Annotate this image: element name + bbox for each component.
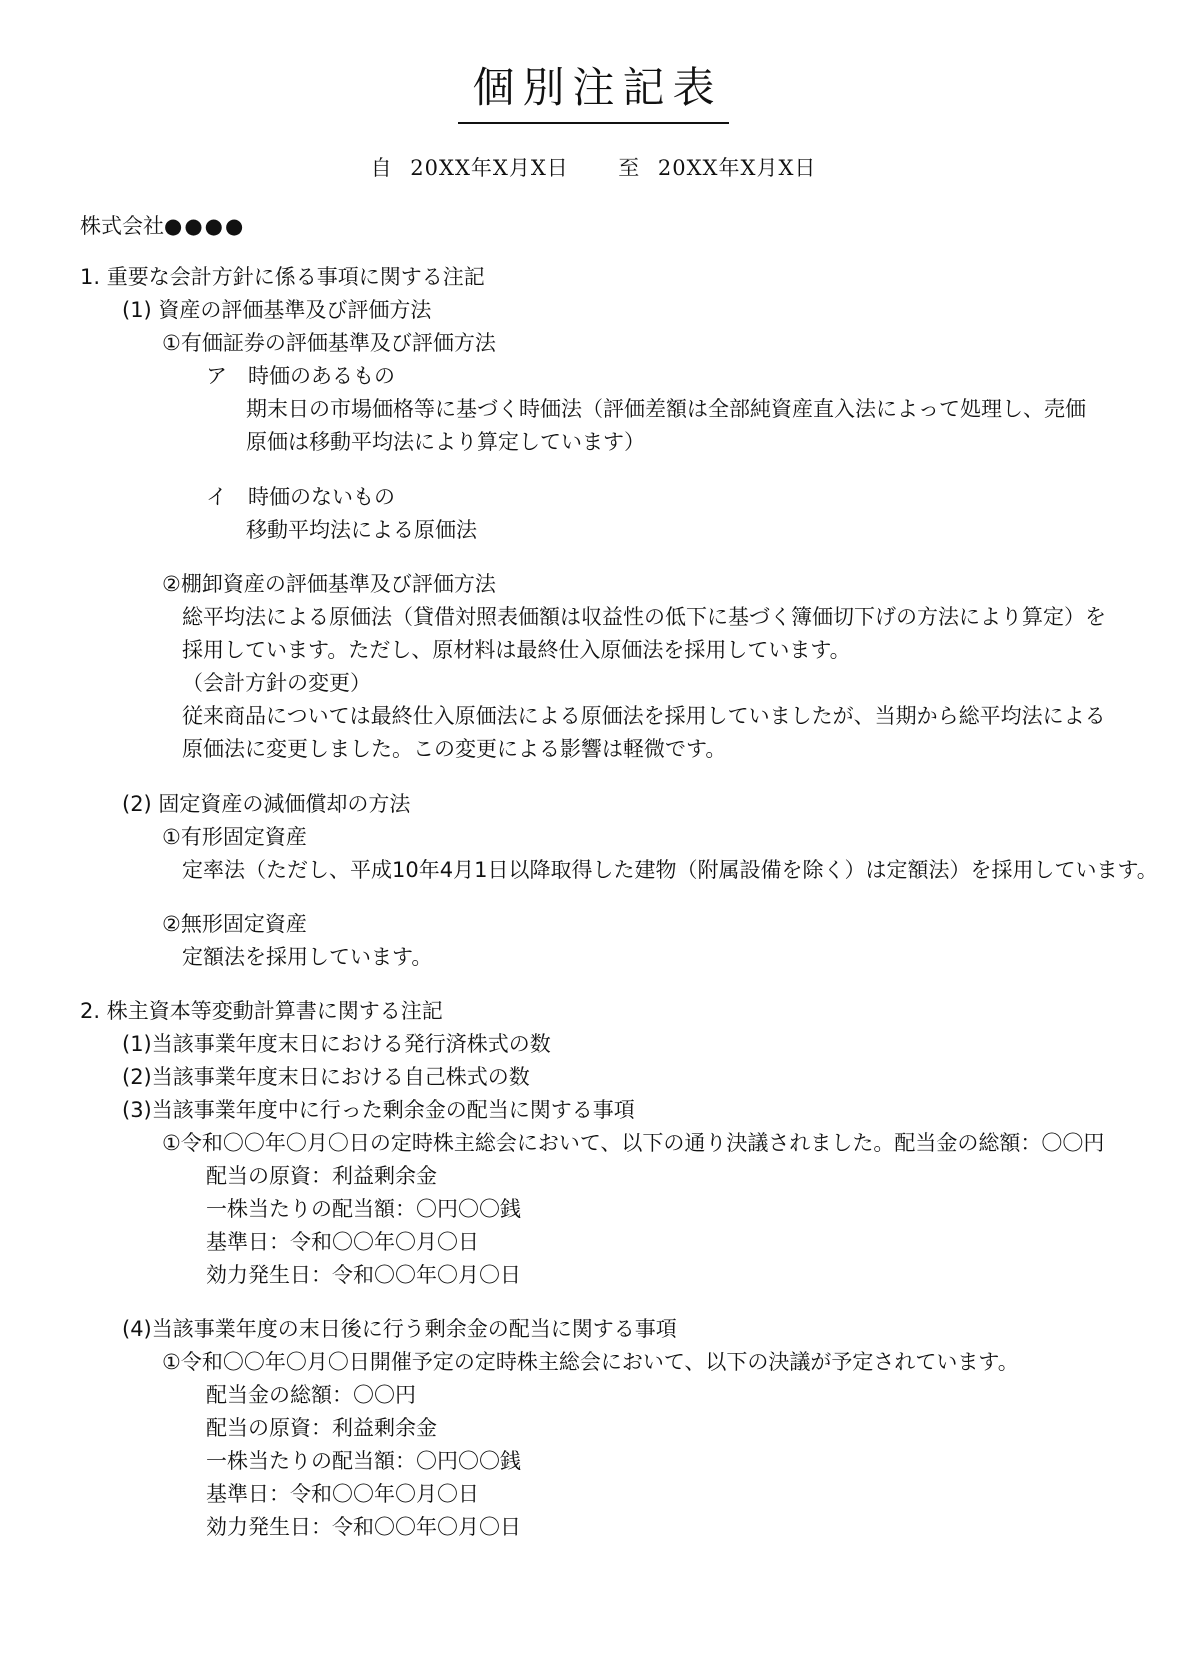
planned-dividend-detail: 一株当たりの配当額：〇円〇〇銭 bbox=[206, 1449, 521, 1473]
securities-market-price-heading: ア 時価のあるもの bbox=[206, 364, 395, 388]
section-2-4-heading: (4)当該事業年度の末日後に行う剰余金の配当に関する事項 bbox=[122, 1317, 677, 1341]
inventory-heading: ②棚卸資産の評価基準及び評価方法 bbox=[162, 572, 496, 596]
section-2-heading: 2. 株主資本等変動計算書に関する注記 bbox=[80, 999, 443, 1023]
body-text: 定率法（ただし、平成10年4月1日以降取得した建物（附属設備を除く）は定額法）を採用しています。 bbox=[182, 858, 1158, 882]
policy-change-heading: （会計方針の変更） bbox=[182, 671, 371, 695]
planned-dividend-detail: 基準日：令和〇〇年〇月〇日 bbox=[206, 1482, 479, 1506]
body-text: 移動平均法による原価法 bbox=[246, 518, 477, 542]
securities-heading: ①有価証券の評価基準及び評価方法 bbox=[162, 331, 496, 355]
section-1-heading: 1. 重要な会計方針に係る事項に関する注記 bbox=[80, 265, 485, 289]
section-2-1-heading: (1)当該事業年度末日における発行済株式の数 bbox=[122, 1032, 551, 1056]
fiscal-period bbox=[0, 152, 1187, 182]
period-from-label: 自 bbox=[370, 156, 393, 180]
dividend-detail: 一株当たりの配当額：〇円〇〇銭 bbox=[206, 1197, 521, 1221]
dividend-resolution: ①令和〇〇年〇月〇日の定時株主総会において、以下の通り決議されました。配当金の総額：〇〇円 bbox=[162, 1131, 1105, 1155]
period-to-label: 至 bbox=[618, 156, 641, 180]
section-2-2-heading: (2)当該事業年度末日における自己株式の数 bbox=[122, 1065, 530, 1089]
body-text: 原価は移動平均法により算定しています） bbox=[246, 430, 645, 454]
title-wrap bbox=[0, 62, 1187, 124]
body-text: 原価法に変更しました。この変更による影響は軽微です。 bbox=[182, 737, 727, 761]
body-text: 総平均法による原価法（貸借対照表価額は収益性の低下に基づく簿価切下げの方法により算定）を bbox=[182, 605, 1106, 629]
period-to-date: 20XX年X月X日 bbox=[657, 156, 817, 180]
section-2-3-heading: (3)当該事業年度中に行った剰余金の配当に関する事項 bbox=[122, 1098, 635, 1122]
dividend-detail: 基準日：令和〇〇年〇月〇日 bbox=[206, 1230, 479, 1254]
document-title: 個別注記表 bbox=[458, 62, 728, 124]
period-from-date: 20XX年X月X日 bbox=[410, 156, 569, 180]
planned-dividend-detail: 効力発生日：令和〇〇年〇月〇日 bbox=[206, 1515, 521, 1539]
section-1-2-heading: (2) 固定資産の減価償却の方法 bbox=[122, 792, 411, 816]
dividend-detail: 配当の原資：利益剰余金 bbox=[206, 1164, 437, 1188]
tangible-assets-heading: ①有形固定資産 bbox=[162, 825, 307, 849]
company-mask: ●●●● bbox=[164, 214, 246, 238]
company-name bbox=[80, 210, 245, 240]
securities-no-price-heading: イ 時価のないもの bbox=[206, 485, 395, 509]
body-text: 従来商品については最終仕入原価法による原価法を採用していましたが、当期から総平均法による bbox=[182, 704, 1106, 728]
company-prefix: 株式会社 bbox=[80, 214, 164, 238]
planned-dividend-detail: 配当の原資：利益剰余金 bbox=[206, 1416, 437, 1440]
intangible-assets-heading: ②無形固定資産 bbox=[162, 912, 307, 936]
body-text: 期末日の市場価格等に基づく時価法（評価差額は全部純資産直入法によって処理し、売価 bbox=[246, 397, 1086, 421]
body-text: 採用しています。ただし、原材料は最終仕入原価法を採用しています。 bbox=[182, 638, 851, 662]
body-text: 定額法を採用しています。 bbox=[182, 945, 433, 969]
dividend-detail: 効力発生日：令和〇〇年〇月〇日 bbox=[206, 1263, 521, 1287]
planned-dividend-detail: 配当金の総額：〇〇円 bbox=[206, 1383, 416, 1407]
planned-dividend-resolution: ①令和〇〇年〇月〇日開催予定の定時株主総会において、以下の決議が予定されています。 bbox=[162, 1350, 1019, 1374]
section-1-1-heading: (1) 資産の評価基準及び評価方法 bbox=[122, 298, 432, 322]
